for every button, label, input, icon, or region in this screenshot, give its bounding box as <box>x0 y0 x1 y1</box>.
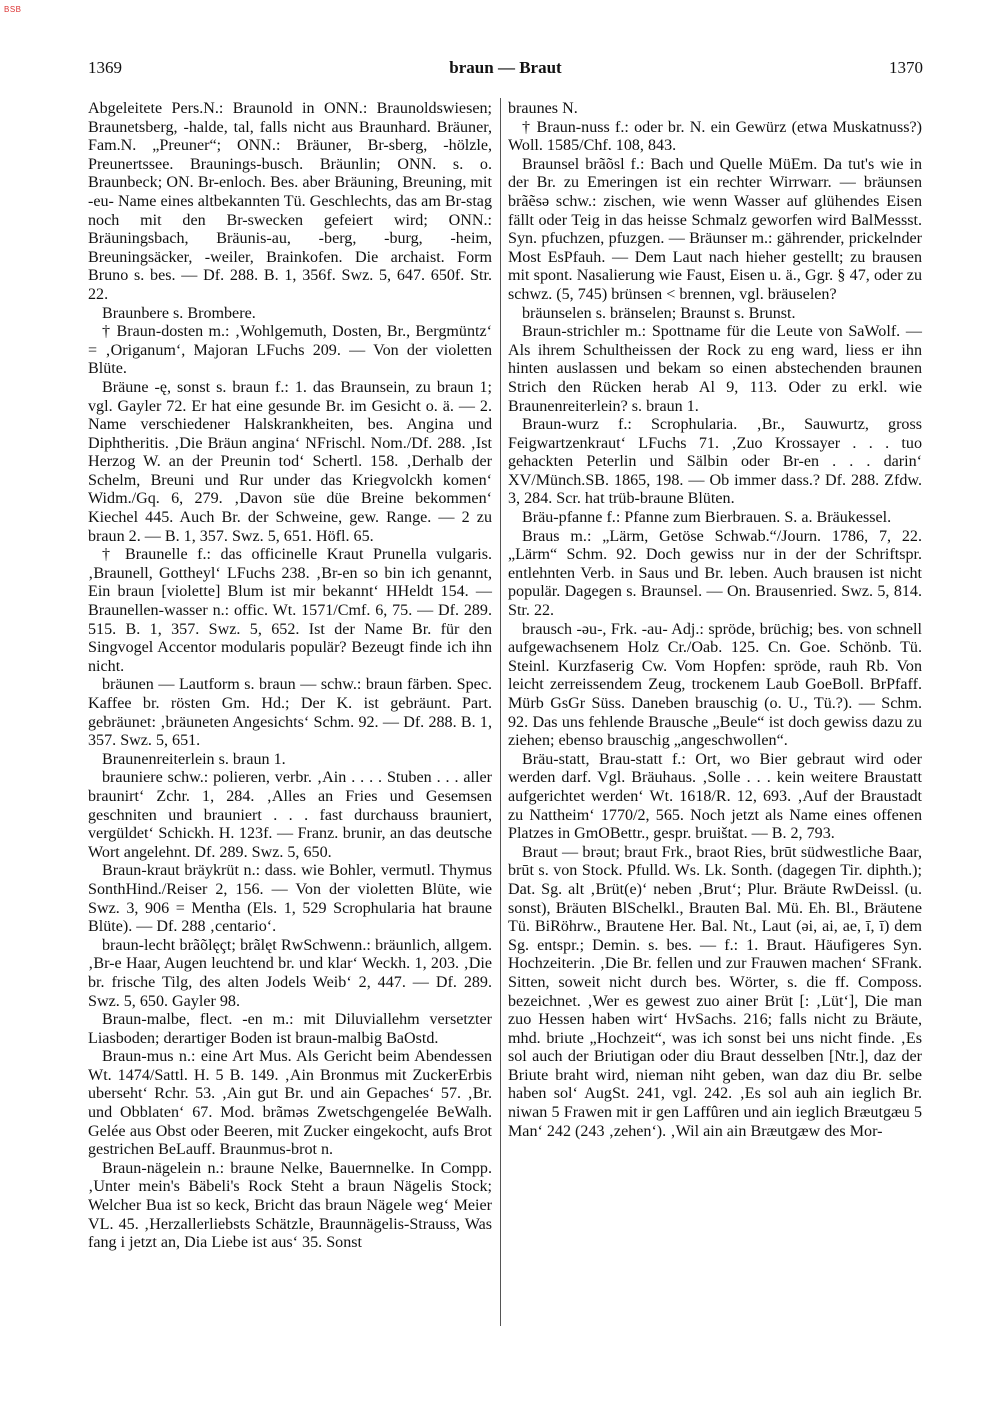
entry-paragraph: Braut — brəut; braut Frk., braot Ries, brūt südwestliche Baar, brūt s. von Stock. Pfulld. Ws. Lk. Sonth. (dagegen Tir. diphth.); Dat. Sg. alt ‚Brüt(e)‘ neben ‚Brut‘; Plur. Bräute RwDeissl. (u. sonst), Bräuten BlSchelkl., Brauten Bal. Mü. Eh. Bl., Bräutene Tü. BiRöhrw., Brautene Her. Bal. Nt., Laut (əi, ai, ae, ī, ī) dem Sg. entspr.; Demin. s. bes. — f.: 1. Braut. Häufigeres Syn. Hochzeiterin. ‚Die Br. fellen und zur Frauwen machen‘ SFrank. Sitten, soweit nicht durch bes. Wörter, s. die ff. Composs. bezeichnet. ‚Wer es gewest zuo ainer Brüt [: ‚Lüt‘], Die man zuo Hessen haben wirt‘ HvSachs. 216; falls nicht zu Bräute, mhd. briute „Hochzeit“, was ich sonst bei uns nicht finde. ‚Es sol auch der Briutigan oder diu Braut desselben [Ntr.], daz der Briute braht wird, nieman niht geben, wan daz diu Br. selbe haben sol‘ AugSt. 241, vgl. 242. ‚Es sol auh ain ieglich Br. niwan 5 Frawen mit ir gen Laffûren und ain ieglich Bræutgæu 5 Man‘ 242 (243 ‚zehen‘). ‚Wil ain ain Bræutgæw des Mor- <box>508 843 922 1140</box>
entry-paragraph: Braun-nägelein n.: braune Nelke, Bauernnelke. In Compp. ‚Unter mein's Bäbeli's Rock Steht a braun Nägelis Stock; Welcher Bua ist so keck, Bricht das braun Nägele weg‘ Meier VL. 45. ‚Herzallerliebsts Schätzle, Braunnägelis-Strauss, Was fang i jetzt an, Dia Liebe ist aus‘ 35. Sonst <box>88 1159 492 1252</box>
column-divider <box>500 98 501 1326</box>
entry-paragraph: Braun-strichler m.: Spottname für die Leute von SaWolf. — Als ihrem Schultheissen der Rock zu eng ward, liess er ihn hinten auslassen und bekam so einen abstechenden braunen Strich den Rücken herab Al 9, 113. Oder zu erkl. wie Braunenreiterlein? s. braun 1. <box>508 323 922 415</box>
entry-paragraph: Braunbere s. Brombere. <box>102 304 256 322</box>
page-number-left: 1369 <box>88 58 122 77</box>
entry-paragraph: Bräu-statt, Brau-statt f.: Ort, wo Bier gebraut wird oder werden darf. Vgl. Bräuhaus. ‚Solle . . . kein weitere Braustatt aufgerichtet werden‘ Wt. 1618/R. 12, 693. ‚Auf der Braustadt zu Nattheim‘ 1770/2, 565. Noch jetzt als Name eines offenen Platzes in GmOBettr., gespr. bruištat. — B. 2, 793. <box>508 750 922 843</box>
right-column <box>508 100 922 1141</box>
running-title: braun — Braut <box>449 58 562 77</box>
entry-paragraph: † Braunelle f.: das officinelle Kraut Prunella vulgaris. ‚Braunell, Gottheyl‘ LFuchs 238. ‚Br-en so bin ich genannt, Ein braun [violette] Blum ist mir bekannt‘ HHeldt 154. — Braunellen-wasser n.: offic. Wt. 1571/Cmf. 6, 75. — Df. 289. 515. B. 1, 357. Swz. 5, 652. Ist der Name Br. für den Singvogel Accentor modularis populär? Bezeugt finde ich ihn nicht. <box>88 546 492 675</box>
entry-paragraph: Braunenreiterlein s. braun 1. <box>102 750 286 768</box>
entry-paragraph: † Braun-dosten m.: ‚Wohlgemuth, Dosten, Br., Bergmüntz‘ = ‚Origanum‘, Majoran LFuchs 209. — Von der violetten Blüte. <box>88 323 492 378</box>
entry-paragraph: Braun-kraut bräykrüt n.: dass. wie Bohler, vermutl. Thymus SonthHind./Reiser 2, 156. — Von der violetten Blüte, wie Swz. 3, 906 = Mentha (Els. 1, 529 Scrophularia hat braune Blüte). — Df. 288 ‚centario‘. <box>88 862 492 936</box>
entry-paragraph: Braus m.: „Lärm, Getöse Schwab.“/Journ. 1786, 7, 22. „Lärm“ Schm. 92. Doch gewiss nur in der der Schriftspr. entlehnten Verb. in Saus und Br. leben. Auch brausen ist nicht populär. Dagegen s. Braunsel. — On. Brausenried. Swz. 5, 814. Str. 22. <box>508 527 922 620</box>
entry-paragraph: braunes N. <box>508 100 578 117</box>
page-header <box>88 58 923 82</box>
entry-paragraph: Braun-malbe, flect. -en m.: mit Diluviallehm versetzter Liasboden; derartiger Boden ist braun-malbig BaOstd. <box>88 1011 492 1047</box>
page-number-right: 1370 <box>889 58 923 77</box>
entry-paragraph: brauniere schw.: polieren, verbr. ‚Ain . . . . Stuben . . . aller braunirt‘ Zchr. 1, 284. ‚Alles an Fries und Gesemsen geschniten und brauniert . . . fast durchauss brauniert, vergüldet‘ Schickh. H. 123f. — Franz. brunir, an das deutsche Wort angelehnt. Df. 289. Swz. 5, 650. <box>88 769 492 861</box>
entry-paragraph: Bräu-pfanne f.: Pfanne zum Bierbrauen. S. a. Bräukessel. <box>522 509 892 527</box>
entry-paragraph: brausch -əu-, Frk. -au- Adj.: spröde, brüchig; bes. von schnell aufgewachsenem Holz Cr./Oab. 125. Cn. Goe. Schönb. Tü. Steinl. Kurzfaserig Cw. Vom Hopfen: spröde, rauh Rb. Von leicht zerreissendem Zeug, trockenem Laub GoeBoll. BrPfaff. Mürb GsGr Süss. Daneben brauschig (o. U., Tü.?). — Schm. 92. Das uns fehlende Brausche „Beule“ ist doch gewiss dazu zu ziehen; ebenso brauschig „angeschwollen“. <box>508 620 922 750</box>
entry-paragraph: Braunsel brãõsl f.: Bach und Quelle MüEm. Da tut's wie in der Br. zu Emeringen ist ein rechter Wirrwarr. — bräunsen brãẽsə schw.: zischen, wie wenn Wasser auf glühendes Eisen fällt oder Teig in das heisse Schmalz geworfen wird BalMessst. Syn. pfuchzen, pfuzgen. — Bräunser m.: gährender, prickelnder Most EsPfauh. — Dem Laut nach hieher gestellt; zu brausen mit spont. Nasalierung wie Faust, Eisen u. ä., Ggr. § 47, oder zu schwz. (5, 745) brünsen < brennen, vgl. bräuselen? <box>508 155 922 303</box>
entry-paragraph: Braun-mus n.: eine Art Mus. Als Gericht beim Abendessen Wt. 1474/Sattl. H. 5 B. 149. ‚Ain Bronmus mit ZuckerErbis uberseht‘ Rchr. 53. ‚Ain gut Br. und ain Gepaches‘ 57. ‚Br. und Obblaten‘ 67. Mod. brãməs Zwetschgengelée BeWalh. Gelée aus Obst oder Beeren, mit Zucker eingekocht, aufs Brot gestrichen BeLauff. Braunmus-brot n. <box>88 1048 492 1159</box>
entry-paragraph: Braun-wurz f.: Scrophularia. ‚Br., Sauwurtz, gross Feigwartzenkraut‘ LFuchs 71. ‚Zuo Krossayer . . . tuo gehackten Peterlin und Sälbin oder Br-en . . . darin‘ XV/Münch.SB. 1865, 198. — Ob immer dass.? Df. 288. Zfdw. 3, 284. Scr. hat trüb-braune Blüten. <box>508 416 922 508</box>
entry-paragraph: † Braun-nuss f.: oder br. N. ein Gewürz (etwa Muskatnuss?) Woll. 1585/Chf. 108, 843. <box>508 118 922 155</box>
entry-paragraph: Bräune -ę, sonst s. braun f.: 1. das Braunsein, zu braun 1; vgl. Gayler 72. Er hat eine gesunde Br. im Gesicht o. ä. — 2. Name verschiedener Halskrankheiten, bes. Angina und Diphtheritis. ‚Die Bräun angina‘ NFrischl. Nom./Df. 288. ‚Ist Herzog W. an der Preunin tod‘ Schertl. 158. ‚Derhalb der Schelm, Breuni und Rur under das Kriegvolckh komen‘ Widm./Gq. 6, 279. ‚Davon süe düe Breine bekommen‘ Kiechel 445. Auch Br. der Schweine, gew. Range. — 2 zu braun 2. — B. 1, 357. Swz. 5, 651. Höfl. 65. <box>88 378 492 545</box>
entry-paragraph: Abgeleitete Pers.N.: Braunold in ONN.: Braunoldswiesen; Braunetsberg, -halde, tal, falls nicht aus Braunhard. Bräuner, Fam.N. „Preuner“; ONN.: Bräuner, Br-sberg, -hölzle, Preunertssee. Braunings-busch. Bräunlin; ONN. s. o. Braunbeck; ON. Br-enloch. Bes. aber Bräuning, Breuning, mit -eu- Name eines altbekannten Tü. Geschlechts, das am Br-stag noch mit den Br-swecken gefeiert wird; ONN.: Bräuningsbach, Bräunis-au, -berg, -burg, -heim, Breuningsäcker, -weiler, Brainkofen. Die archaist. Form Bruno s. bes. — Df. 288. B. 1, 356f. Swz. 5, 647. 650f. Str. 22. <box>88 100 492 303</box>
entry-paragraph: bräunselen s. bränselen; Braunst s. Brunst. <box>522 304 796 322</box>
left-column <box>88 100 492 1253</box>
library-stamp: BSB <box>4 5 22 14</box>
entry-paragraph: braun-lecht brãõlęçt; brãlęt RwSchwenn.: bräunlich, allgem. ‚Br-e Haar, Augen leuchtend br. und klar‘ Weckh. 1, 203. ‚Die br. frische Tilg, des alten Jodels Weib‘ 2, 447. — Df. 289. Swz. 5, 650. Gayler 98. <box>88 936 492 1010</box>
entry-paragraph: bräunen — Lautform s. braun — schw.: braun färben. Spec. Kaffee br. rösten Gm. Hd.; Der K. ist gebräunt. Part. gebräunet: ‚bräuneten Angesichts‘ Schm. 92. — Df. 288. B. 1, 357. Swz. 5, 651. <box>88 676 492 750</box>
